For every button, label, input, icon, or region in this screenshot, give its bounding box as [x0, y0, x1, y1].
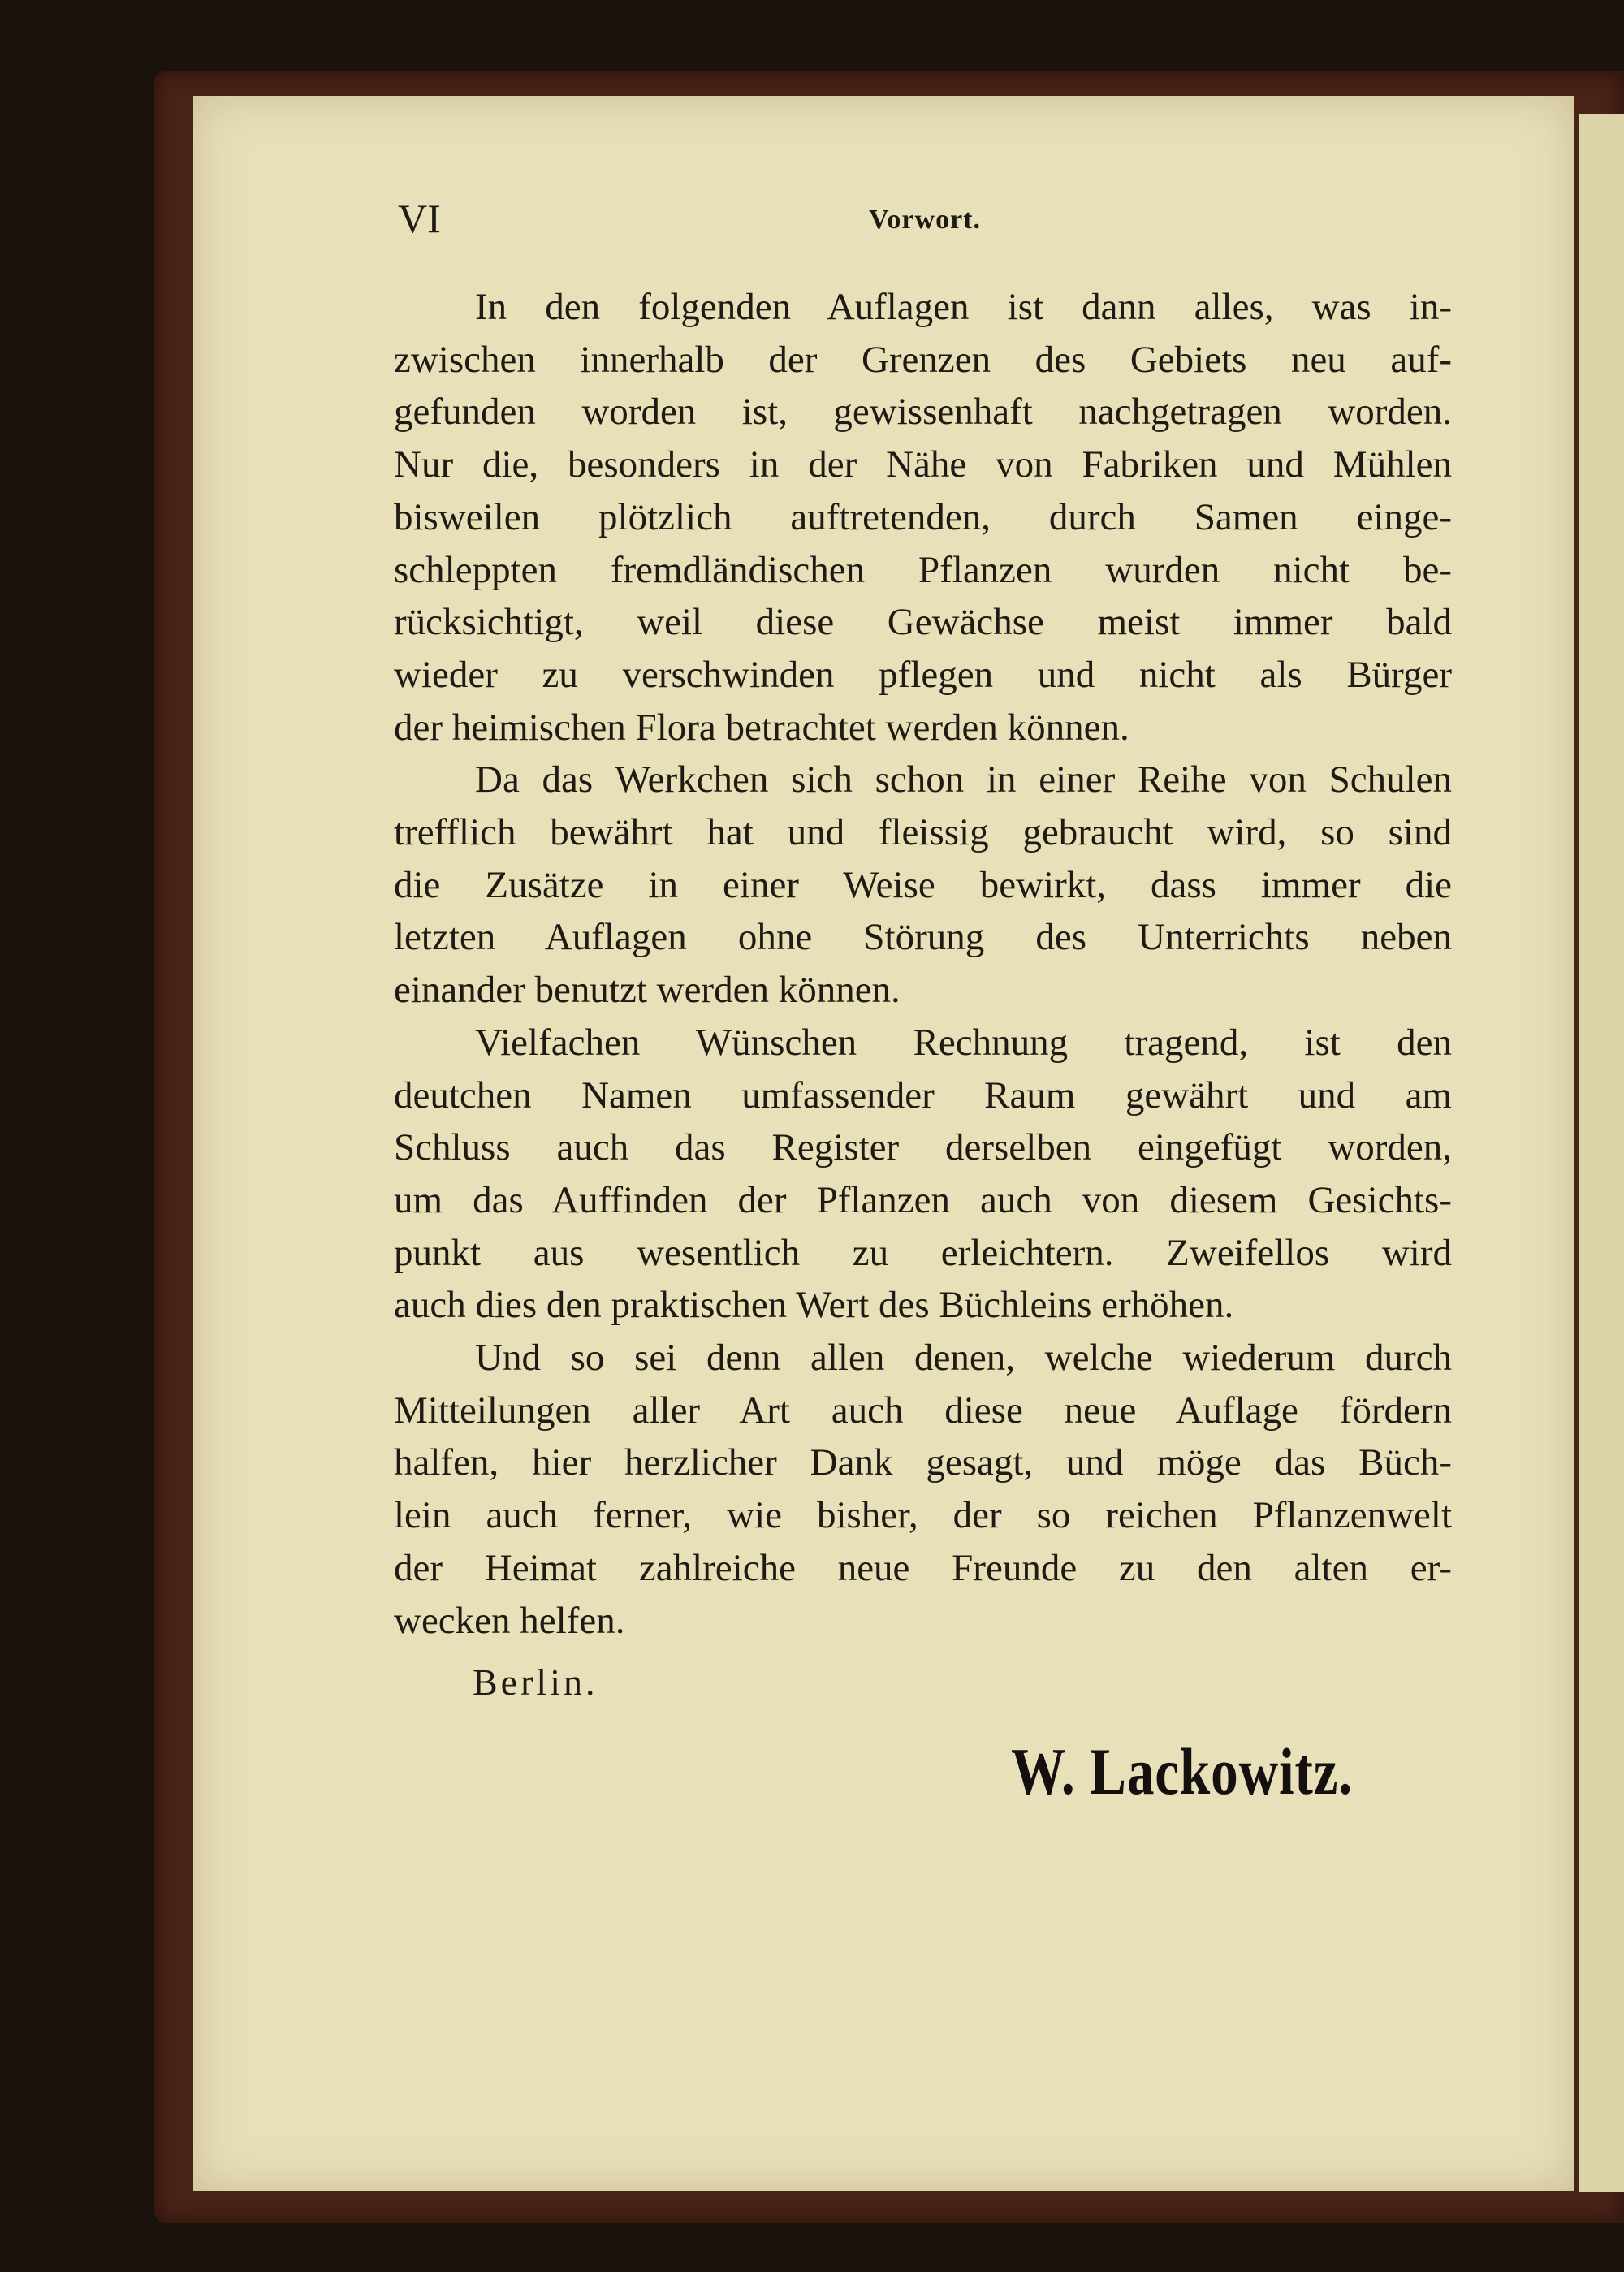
- text-line: auch dies den praktischen Wert des Büchleins erhöhen.: [394, 1284, 1234, 1327]
- text-line: bisweilen plötzlich auftretenden, durch Samen einge-: [394, 495, 1452, 538]
- text-line: wieder zu verschwinden pflegen und nicht als Bürger: [394, 653, 1452, 696]
- text-line: der heimischen Flora betrachtet werden können.: [394, 706, 1129, 749]
- text-line: Und so sei denn allen denen, welche wiederum durch: [475, 1337, 1452, 1379]
- page-number: VI: [398, 196, 441, 241]
- text-line: lein auch ferner, wie bisher, der so reichen Pflanzenwelt: [394, 1494, 1452, 1537]
- text-line: In den folgenden Auflagen ist dann alles, was in-: [475, 286, 1452, 328]
- text-line: rücksichtigt, weil diese Gewächse meist immer bald: [394, 601, 1452, 644]
- text-line: um das Auffinden der Pflanzen auch von diesem Gesichts-: [394, 1178, 1452, 1221]
- text-line: Schluss auch das Register derselben eingefügt worden,: [394, 1126, 1452, 1169]
- text-line: trefflich bewährt hat und fleissig gebraucht wird, so sind: [394, 811, 1452, 853]
- text-line: halfen, hier herzlicher Dank gesagt, und möge das Büch-: [394, 1441, 1452, 1484]
- text-line: Mitteilungen aller Art auch diese neue Auflage fördern: [394, 1389, 1452, 1432]
- text-line: wecken helfen.: [394, 1599, 625, 1642]
- text-line: Nur die, besonders in der Nähe von Fabriken und Mühlen: [394, 443, 1452, 486]
- text-line: zwischen innerhalb der Grenzen des Gebiets neu auf-: [394, 338, 1452, 381]
- text-line: letzten Auflagen ohne Störung des Unterrichts neben: [394, 916, 1452, 959]
- place: Berlin.: [473, 1661, 598, 1703]
- text-line: punkt aus wesentlich zu erleichtern. Zweifellos wird: [394, 1231, 1452, 1274]
- text-line: Da das Werkchen sich schon in einer Reihe von Schulen: [475, 758, 1452, 801]
- text-line: deutchen Namen umfassender Raum gewährt und am: [394, 1073, 1452, 1117]
- running-title: Vorwort.: [869, 205, 981, 235]
- text-line: gefunden worden ist, gewissenhaft nachgetragen worden.: [394, 391, 1452, 434]
- text-line: Vielfachen Wünschen Rechnung tragend, ist den: [475, 1021, 1452, 1064]
- text-line: die Zusätze in einer Weise bewirkt, dass immer die: [394, 863, 1452, 906]
- text-line: einander benutzt werden können.: [394, 969, 901, 1012]
- signature: W. Lackowitz.: [1011, 1734, 1353, 1808]
- text-line: schleppten fremdländischen Pflanzen wurden nicht be-: [394, 548, 1452, 591]
- text-line: der Heimat zahlreiche neue Freunde zu den alten er-: [394, 1546, 1452, 1589]
- adjacent-page-edge: [1577, 114, 1624, 2192]
